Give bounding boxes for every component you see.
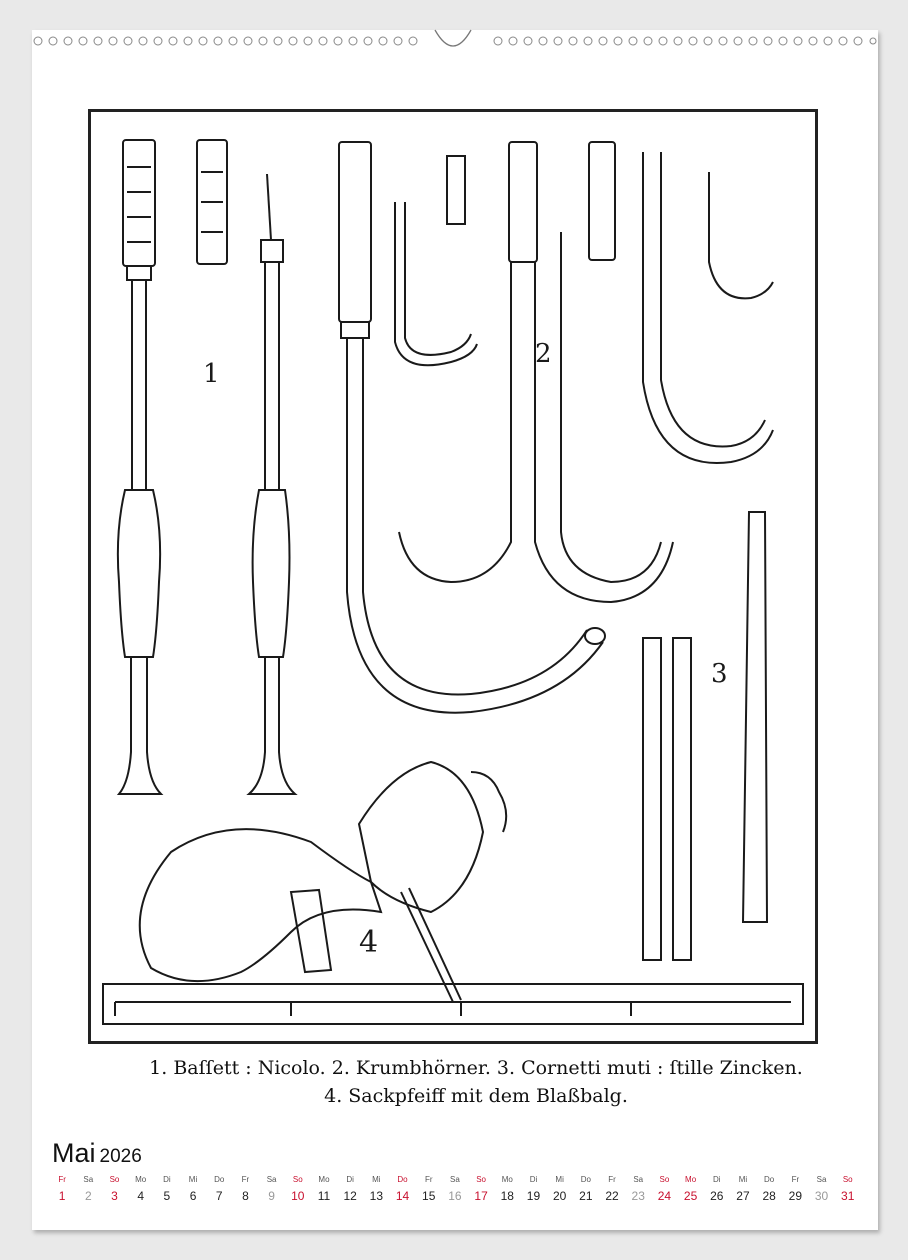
caption-line-2: 4. Sackpfeiff mit dem Blaßbalg. [324,1085,628,1107]
date-number: 17 [474,1189,488,1203]
date-number: 5 [163,1189,171,1203]
weekday-label: Sa [633,1175,644,1184]
weekday-label: Do [580,1175,591,1184]
date-number: 10 [291,1189,305,1203]
weekday-label: Sa [816,1175,827,1184]
weekday-label: So [842,1175,853,1184]
figure-number: 1 [203,359,220,389]
date-number: 13 [369,1189,384,1203]
date-number: 23 [631,1189,645,1203]
figure-number: 3 [711,659,728,689]
date-number: 1 [58,1189,66,1203]
date-number: 12 [343,1189,357,1203]
weekday-label: Sa [83,1175,94,1184]
date-number: 22 [605,1189,619,1203]
year: 2026 [99,1146,142,1167]
date-number: 19 [526,1189,541,1203]
date-number: 31 [841,1189,855,1203]
weekday-label: So [109,1175,120,1184]
date-number: 26 [710,1189,724,1203]
weekday-label: Do [214,1175,225,1184]
date-number: 16 [448,1189,462,1203]
date-number: 21 [579,1189,593,1203]
calendar-page [32,30,878,1230]
weekday-label: So [292,1175,303,1184]
weekday-label: Fr [241,1175,250,1184]
weekday-label: Fr [608,1175,616,1184]
month-name: Mai [52,1138,96,1168]
weekday-label: Di [346,1175,354,1184]
weekday-label: Fr [424,1175,433,1184]
date-number: 8 [242,1189,249,1203]
month-title [52,1138,142,1169]
date-number: 7 [215,1189,223,1203]
date-number: 11 [317,1189,331,1203]
date-number: 27 [736,1189,750,1203]
weekday-label: Sa [266,1175,277,1184]
instruments-drawing [91,112,815,1041]
hanger-hook [433,28,473,50]
weekday-label: Mo [318,1175,330,1184]
calendar-strip [49,1175,867,1203]
weekday-label: Di [713,1175,721,1184]
weekday-row [49,1175,867,1189]
date-number: 6 [189,1189,197,1203]
weekday-label: So [659,1175,670,1184]
weekday-label: Di [529,1175,538,1184]
figure-number: 4 [359,925,379,960]
date-number: 30 [814,1189,829,1203]
weekday-label: Mo [685,1175,697,1184]
date-number: 2 [84,1189,92,1203]
weekday-label: Sa [450,1175,460,1184]
weekday-label: Mi [372,1175,381,1184]
weekday-label: Mo [501,1175,513,1184]
date-row [49,1189,867,1203]
date-number: 18 [500,1189,514,1203]
weekday-label: Do [397,1175,408,1184]
date-number: 14 [395,1189,410,1203]
weekday-label: Di [163,1175,171,1184]
date-number: 25 [683,1189,698,1203]
date-number: 4 [137,1189,144,1203]
woodcut-illustration [88,109,818,1044]
date-number: 15 [422,1189,436,1203]
date-number: 28 [762,1189,776,1203]
weekday-label: Fr [791,1175,800,1184]
date-number: 29 [788,1189,803,1203]
date-number: 20 [552,1189,567,1203]
date-number: 3 [111,1189,118,1203]
weekday-label: Mi [555,1175,564,1184]
weekday-label: Mi [738,1175,748,1184]
caption-line-1: 1. Baſſett : Nicolo. 2. Krumbhörner. 3. Cornetti muti : ſtille Zincken. [149,1057,803,1079]
weekday-label: So [476,1175,486,1184]
weekday-label: Mo [135,1175,147,1184]
figure-number: 2 [535,339,552,369]
weekday-label: Do [764,1175,775,1184]
date-number: 24 [657,1189,672,1203]
date-number: 9 [268,1189,275,1203]
weekday-label: Fr [58,1175,66,1184]
weekday-label: Mi [188,1175,198,1184]
